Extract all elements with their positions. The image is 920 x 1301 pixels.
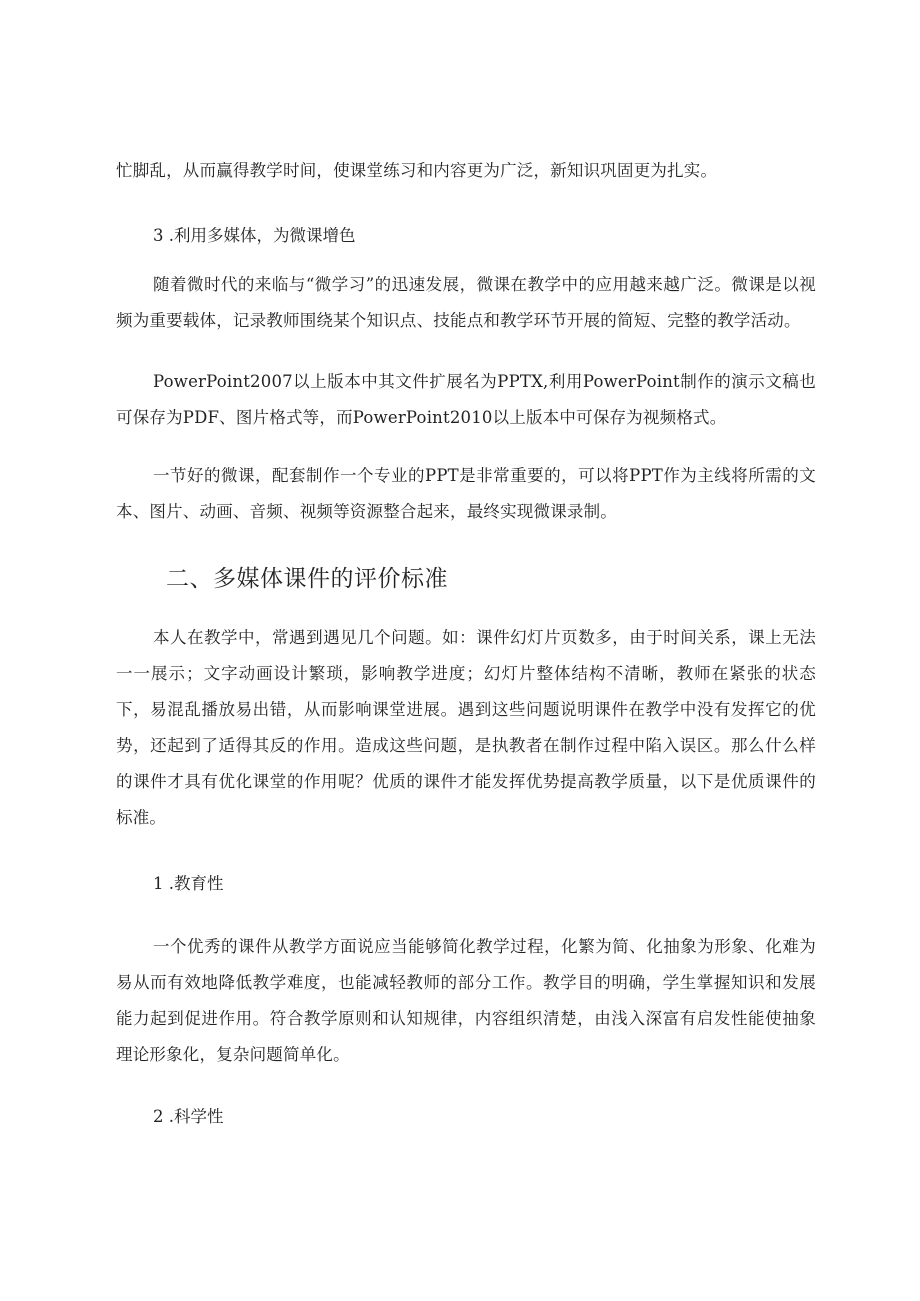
paragraph-powerpoint-formats: PowerPoint2007以上版本中其文件扩展名为PPTX,利用PowerPoint制作的演示文稿也可保存为PDF、图片格式等，而PowerPoint2010以上版本中可保存为视频格式。 xyxy=(116,372,816,427)
paragraph-ppt-microlesson: 一节好的微课，配套制作一个专业的PPT是非常重要的，可以将PPT作为主线将所需的文本、图片、动画、音频、视频等资源整合起来，最终实现微课录制。 xyxy=(116,466,816,521)
list-item-1-heading: 1 .教育性 xyxy=(153,874,224,893)
section-heading-2: 二、多媒体课件的评价标准 xyxy=(166,566,448,592)
list-item-2-heading: 2 .科学性 xyxy=(153,1107,224,1126)
paragraph-continued: 忙脚乱，从而赢得教学时间，使课堂练习和内容更为广泛，新知识巩固更为扎实。 xyxy=(116,161,718,180)
paragraph-teaching-problems: 本人在教学中，常遇到遇见几个问题。如：课件幻灯片页数多，由于时间关系，课上无法一一展示；文字动画设计繁琐，影响教学进度；幻灯片整体结构不清晰，教师在紧张的状态下，易混乱播放易出错，从而影响课堂进展。遇到这些问题说明课件在教学中没有发挥它的优势，还起到了适得其反的作用。造成这些问题，是执教者在制作过程中陷入误区。那么什么样的课件才具有优化课堂的作用呢？优质的课件才能发挥优势提高教学质量，以下是优质课件的标准。 xyxy=(116,628,816,827)
paragraph-microlesson-intro: 随着微时代的来临与“微学习”的迅速发展，微课在教学中的应用越来越广泛。微课是以视频为重要载体，记录教师围绕某个知识点、技能点和教学环节开展的简短、完整的教学活动。 xyxy=(116,275,816,330)
list-item-3-heading: 3 .利用多媒体，为微课增色 xyxy=(153,226,356,245)
paragraph-educational: 一个优秀的课件从教学方面说应当能够简化教学过程，化繁为简、化抽象为形象、化难为易从而有效地降低教学难度，也能减轻教师的部分工作。教学目的明确，学生掌握知识和发展能力起到促进作用。符合教学原则和认知规律，内容组织清楚，由浅入深富有启发性能使抽象理论形象化，复杂问题简单化。 xyxy=(116,937,816,1064)
